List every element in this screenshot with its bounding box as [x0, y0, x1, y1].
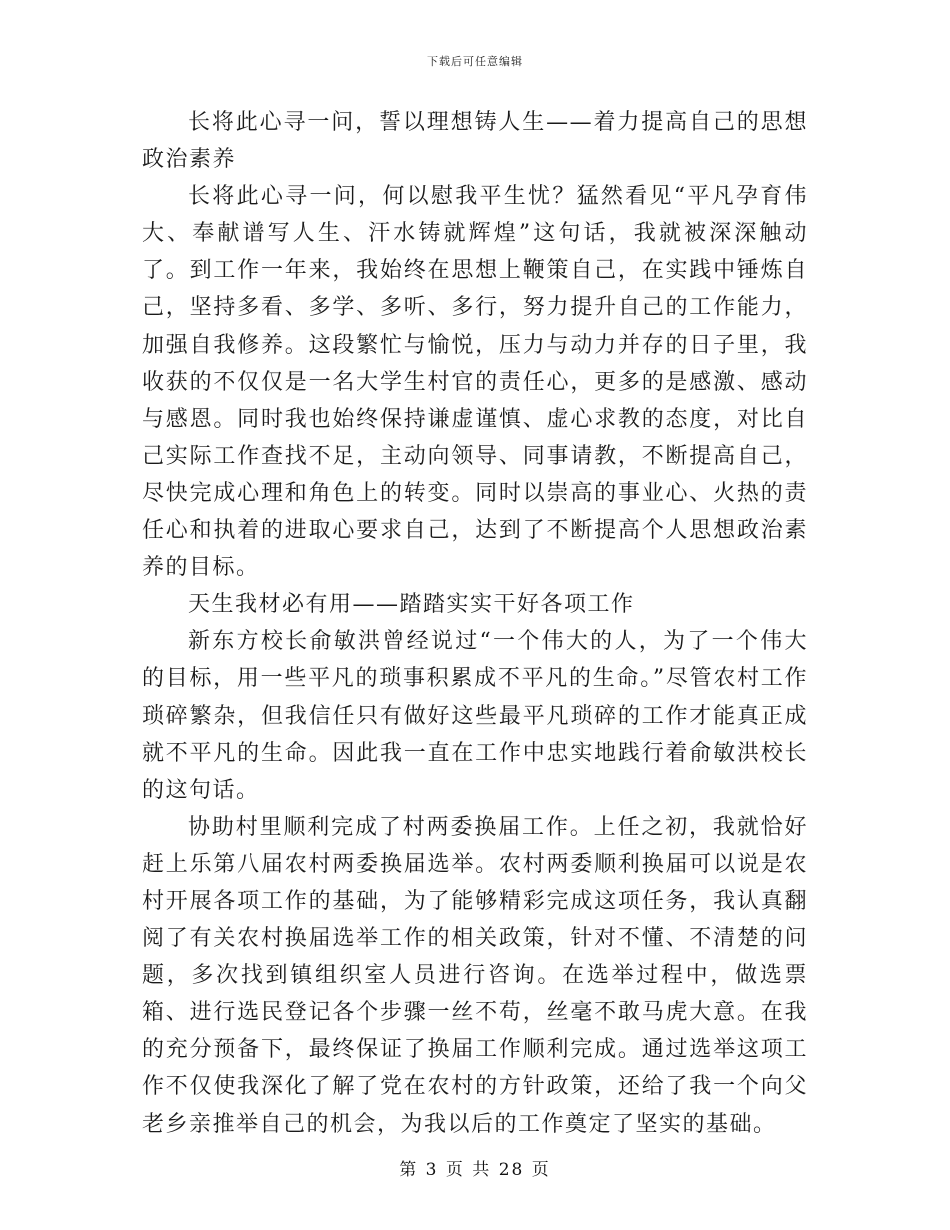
paragraph-ideals: 长将此心寻一问，何以慰我平生忧？猛然看见“平凡孕育伟大、奉献谱写人生、汗水铸就辉煌”这句话，我就被深深触动了。到工作一年来，我始终在思想上鞭策自己，在实践中锤炼自己，坚持多看、多学、多听、多行，努力提升自己的工作能力，加强自我修养。这段繁忙与愉悦，压力与动力并存的日子里，我收获的不仅仅是一名大学生村官的责任心，更多的是感激、感动与感恩。同时我也始终保持谦虚谨慎、虚心求教的态度，对比自己实际工作查找不足，主动向领导、同事请教，不断提高自己，尽快完成心理和角色上的转变。同时以崇高的事业心、火热的责任心和执着的进取心要求自己，达到了不断提高个人思想政治素养的目标。	[142, 184, 808, 581]
document-body	[142, 104, 808, 1143]
section-heading-work: 天生我材必有用——踏踏实实干好各项工作	[188, 592, 635, 618]
paragraph-election: 协助村里顺利完成了村两委换届工作。上任之初，我就恰好赶上乐第八届农村两委换届选举。农村两委顺利换届可以说是农村开展各项工作的基础，为了能够精彩完成这项任务，我认真翻阅了有关农村换届选举工作的相关政策，针对不懂、不清楚的问题，多次找到镇组织室人员进行咨询。在选举过程中，做选票箱、进行选民登记各个步骤一丝不苟，丝毫不敢马虎大意。在我的充分预备下，最终保证了换届工作顺利完成。通过选举这项工作不仅使我深化了解了党在农村的方针政策，还给了我一个向父老乡亲推举自己的机会，为我以后的工作奠定了坚实的基础。	[142, 814, 808, 1137]
section-heading-ideals: 长将此心寻一问，誓以理想铸人生——着力提高自己的思想政治素养	[142, 110, 808, 173]
paragraph-quote: 新东方校长俞敏洪曾经说过“一个伟大的人，为了一个伟大的目标，用一些平凡的琐事积累成不平凡的生命。”尽管农村工作琐碎繁杂，但我信任只有做好这些最平凡琐碎的工作才能真正成就不平凡的生命。因此我一直在工作中忠实地践行着俞敏洪校长的这句话。	[142, 629, 808, 803]
page-header-note: 下载后可任意编辑	[427, 55, 523, 68]
page-number-footer: 第 3 页 共 28 页	[399, 1160, 551, 1180]
